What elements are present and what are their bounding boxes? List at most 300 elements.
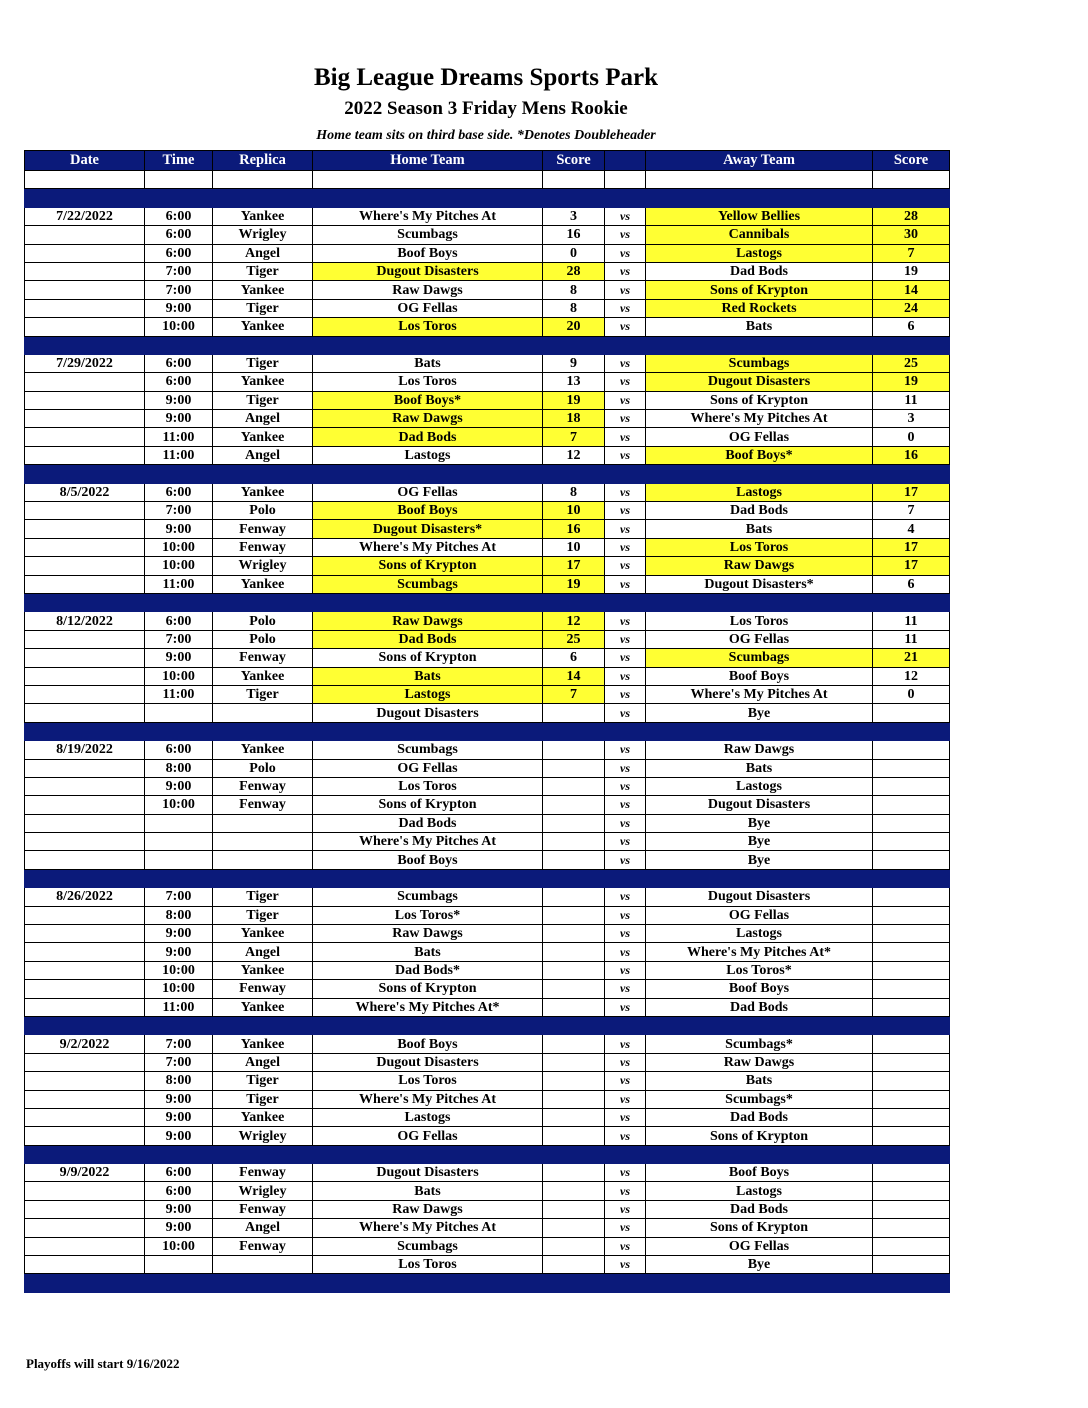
- home-score: 10: [543, 538, 605, 556]
- away-team: Raw Dawgs: [646, 1053, 873, 1071]
- home-score: [543, 1090, 605, 1108]
- vs-label: vs: [605, 685, 646, 703]
- home-score: 16: [543, 226, 605, 244]
- vs-label: vs: [605, 704, 646, 722]
- game-row: [25, 796, 950, 814]
- game-field: Tiger: [213, 906, 313, 924]
- home-score: 8: [543, 281, 605, 299]
- game-time: 7:00: [145, 502, 213, 520]
- game-date: [25, 502, 145, 520]
- game-row: [25, 649, 950, 667]
- home-team: Dad Bods: [313, 814, 543, 832]
- band-cell: [145, 593, 213, 611]
- band-cell: [25, 1016, 145, 1034]
- away-score: [873, 888, 950, 906]
- game-row: [25, 851, 950, 869]
- header-time: Time: [145, 151, 213, 171]
- game-field: [213, 851, 313, 869]
- game-time: 6:00: [145, 483, 213, 501]
- game-field: Polo: [213, 502, 313, 520]
- band-cell: [873, 1274, 950, 1292]
- home-team: Sons of Krypton: [313, 557, 543, 575]
- home-team: Raw Dawgs: [313, 1200, 543, 1218]
- home-score: [543, 777, 605, 795]
- game-time: 6:00: [145, 226, 213, 244]
- game-time: 9:00: [145, 410, 213, 428]
- home-team: Where's My Pitches At: [313, 1090, 543, 1108]
- band-cell: [145, 189, 213, 207]
- vs-label: vs: [605, 814, 646, 832]
- header-away-team: Away Team: [646, 151, 873, 171]
- game-time: 9:00: [145, 391, 213, 409]
- game-date: [25, 391, 145, 409]
- vs-label: vs: [605, 428, 646, 446]
- game-time: 6:00: [145, 244, 213, 262]
- vs-label: vs: [605, 557, 646, 575]
- vs-label: vs: [605, 649, 646, 667]
- away-team: Dugout Disasters: [646, 373, 873, 391]
- home-team: Boof Boys: [313, 1035, 543, 1053]
- home-score: [543, 814, 605, 832]
- home-team: Scumbags: [313, 888, 543, 906]
- vs-label: vs: [605, 1237, 646, 1255]
- away-team: Sons of Krypton: [646, 1219, 873, 1237]
- home-team: Where's My Pitches At: [313, 833, 543, 851]
- home-team: Raw Dawgs: [313, 281, 543, 299]
- game-time: 10:00: [145, 538, 213, 556]
- game-time: 11:00: [145, 446, 213, 464]
- home-score: 12: [543, 612, 605, 630]
- away-score: 11: [873, 391, 950, 409]
- away-team: Boof Boys: [646, 980, 873, 998]
- game-row: [25, 667, 950, 685]
- game-row: [25, 777, 950, 795]
- game-date: [25, 833, 145, 851]
- away-team: Bats: [646, 1072, 873, 1090]
- game-date: [25, 649, 145, 667]
- game-time: 9:00: [145, 299, 213, 317]
- home-team: Where's My Pitches At: [313, 207, 543, 225]
- game-time: 7:00: [145, 1035, 213, 1053]
- home-score: [543, 998, 605, 1016]
- band-cell: [605, 189, 646, 207]
- band-cell: [605, 465, 646, 483]
- vs-label: vs: [605, 925, 646, 943]
- away-team: Los Toros: [646, 538, 873, 556]
- game-row: [25, 262, 950, 280]
- game-date: [25, 685, 145, 703]
- home-score: [543, 906, 605, 924]
- away-team: Los Toros: [646, 612, 873, 630]
- week-separator-band: [25, 869, 950, 887]
- home-score: [543, 1182, 605, 1200]
- game-row: [25, 906, 950, 924]
- game-row: [25, 1108, 950, 1126]
- game-date: 8/5/2022: [25, 483, 145, 501]
- band-cell: [873, 189, 950, 207]
- home-score: 12: [543, 446, 605, 464]
- game-row: [25, 244, 950, 262]
- away-team: Dad Bods: [646, 262, 873, 280]
- schedule-table: [24, 150, 950, 1293]
- game-field: [213, 1256, 313, 1274]
- vs-label: vs: [605, 446, 646, 464]
- home-score: [543, 925, 605, 943]
- game-field: Fenway: [213, 777, 313, 795]
- vs-label: vs: [605, 943, 646, 961]
- game-row: [25, 1200, 950, 1218]
- home-score: 0: [543, 244, 605, 262]
- away-score: 17: [873, 483, 950, 501]
- away-score: 4: [873, 520, 950, 538]
- game-time: 6:00: [145, 741, 213, 759]
- home-team: Dugout Disasters: [313, 1053, 543, 1071]
- away-score: 0: [873, 428, 950, 446]
- band-cell: [646, 465, 873, 483]
- week-separator-band: [25, 1016, 950, 1034]
- band-cell: [646, 593, 873, 611]
- away-team: Bye: [646, 1256, 873, 1274]
- away-score: 14: [873, 281, 950, 299]
- vs-label: vs: [605, 502, 646, 520]
- home-team: OG Fellas: [313, 759, 543, 777]
- game-date: [25, 1072, 145, 1090]
- away-score: [873, 980, 950, 998]
- away-team: Where's My Pitches At: [646, 685, 873, 703]
- game-field: Fenway: [213, 980, 313, 998]
- game-row: [25, 299, 950, 317]
- game-field: Yankee: [213, 373, 313, 391]
- band-cell: [646, 869, 873, 887]
- away-team: Sons of Krypton: [646, 1127, 873, 1145]
- page-title: Big League Dreams Sports Park: [314, 64, 658, 91]
- home-score: [543, 796, 605, 814]
- vs-label: vs: [605, 1108, 646, 1126]
- game-date: 7/29/2022: [25, 354, 145, 372]
- game-row: [25, 814, 950, 832]
- home-team: Scumbags: [313, 1237, 543, 1255]
- game-time: 8:00: [145, 759, 213, 777]
- band-cell: [213, 1274, 313, 1292]
- game-date: [25, 814, 145, 832]
- vs-label: vs: [605, 630, 646, 648]
- game-time: 6:00: [145, 354, 213, 372]
- home-score: 13: [543, 373, 605, 391]
- game-time: 7:00: [145, 262, 213, 280]
- game-row: [25, 833, 950, 851]
- vs-label: vs: [605, 612, 646, 630]
- game-row: [25, 980, 950, 998]
- game-date: [25, 446, 145, 464]
- week-separator-band: [25, 336, 950, 354]
- away-score: [873, 943, 950, 961]
- game-date: [25, 410, 145, 428]
- game-date: 9/9/2022: [25, 1164, 145, 1182]
- game-time: 10:00: [145, 980, 213, 998]
- game-row: [25, 704, 950, 722]
- game-time: 9:00: [145, 1108, 213, 1126]
- band-cell: [213, 593, 313, 611]
- header-home-score: Score: [543, 151, 605, 171]
- home-team: Sons of Krypton: [313, 649, 543, 667]
- band-cell: [543, 1145, 605, 1163]
- game-date: [25, 226, 145, 244]
- game-row: [25, 961, 950, 979]
- home-team: Raw Dawgs: [313, 410, 543, 428]
- game-time: [145, 1256, 213, 1274]
- game-field: Wrigley: [213, 226, 313, 244]
- game-row: [25, 502, 950, 520]
- game-date: [25, 373, 145, 391]
- game-field: Yankee: [213, 741, 313, 759]
- game-field: Yankee: [213, 207, 313, 225]
- band-cell: [213, 722, 313, 740]
- home-score: 7: [543, 428, 605, 446]
- game-time: 9:00: [145, 1219, 213, 1237]
- band-cell: [25, 1145, 145, 1163]
- game-field: Fenway: [213, 520, 313, 538]
- home-score: [543, 1053, 605, 1071]
- band-cell: [145, 1145, 213, 1163]
- game-row: [25, 520, 950, 538]
- game-row: [25, 685, 950, 703]
- away-score: [873, 998, 950, 1016]
- game-date: [25, 667, 145, 685]
- game-date: 8/19/2022: [25, 741, 145, 759]
- vs-label: vs: [605, 667, 646, 685]
- game-field: Fenway: [213, 1200, 313, 1218]
- home-score: 20: [543, 318, 605, 336]
- game-date: [25, 906, 145, 924]
- away-team: OG Fellas: [646, 1237, 873, 1255]
- game-field: Tiger: [213, 391, 313, 409]
- vs-label: vs: [605, 207, 646, 225]
- vs-label: vs: [605, 833, 646, 851]
- home-team: Boof Boys: [313, 502, 543, 520]
- away-score: [873, 704, 950, 722]
- vs-label: vs: [605, 410, 646, 428]
- band-cell: [605, 1145, 646, 1163]
- home-score: [543, 704, 605, 722]
- game-row: [25, 538, 950, 556]
- home-team: Scumbags: [313, 226, 543, 244]
- game-time: 10:00: [145, 318, 213, 336]
- band-cell: [145, 465, 213, 483]
- home-team: Los Toros*: [313, 906, 543, 924]
- schedule-note: Home team sits on third base side. *Denotes Doubleheader: [316, 128, 656, 143]
- game-time: 10:00: [145, 1237, 213, 1255]
- home-team: Los Toros: [313, 373, 543, 391]
- game-date: [25, 998, 145, 1016]
- home-team: Dugout Disasters: [313, 704, 543, 722]
- game-date: [25, 520, 145, 538]
- band-cell: [25, 336, 145, 354]
- home-score: 10: [543, 502, 605, 520]
- game-row: [25, 741, 950, 759]
- band-cell: [543, 1274, 605, 1292]
- vs-label: vs: [605, 1090, 646, 1108]
- away-score: 12: [873, 667, 950, 685]
- band-cell: [313, 336, 543, 354]
- home-team: Boof Boys: [313, 851, 543, 869]
- band-cell: [646, 1016, 873, 1034]
- vs-label: vs: [605, 851, 646, 869]
- game-row: [25, 759, 950, 777]
- header-date: Date: [25, 151, 145, 171]
- playoffs-note: Playoffs will start 9/16/2022: [26, 1356, 180, 1371]
- band-cell: [213, 1016, 313, 1034]
- game-row: [25, 1090, 950, 1108]
- home-score: [543, 1164, 605, 1182]
- home-team: Sons of Krypton: [313, 796, 543, 814]
- home-team: Dad Bods*: [313, 961, 543, 979]
- game-date: [25, 262, 145, 280]
- vs-label: vs: [605, 759, 646, 777]
- game-time: 11:00: [145, 428, 213, 446]
- band-cell: [605, 1274, 646, 1292]
- away-score: [873, 1219, 950, 1237]
- game-row: [25, 1053, 950, 1071]
- game-date: [25, 428, 145, 446]
- home-score: [543, 1127, 605, 1145]
- home-team: OG Fellas: [313, 1127, 543, 1145]
- vs-label: vs: [605, 1072, 646, 1090]
- vs-label: vs: [605, 1164, 646, 1182]
- game-row: [25, 1164, 950, 1182]
- game-field: Polo: [213, 630, 313, 648]
- game-field: Wrigley: [213, 1127, 313, 1145]
- game-field: Yankee: [213, 281, 313, 299]
- band-cell: [543, 593, 605, 611]
- game-field: Tiger: [213, 262, 313, 280]
- game-row: [25, 1219, 950, 1237]
- game-time: [145, 814, 213, 832]
- game-date: [25, 1256, 145, 1274]
- away-score: [873, 1035, 950, 1053]
- game-date: [25, 1237, 145, 1255]
- game-field: Angel: [213, 244, 313, 262]
- vs-label: vs: [605, 575, 646, 593]
- away-score: [873, 741, 950, 759]
- away-score: [873, 925, 950, 943]
- band-cell: [543, 189, 605, 207]
- game-date: [25, 318, 145, 336]
- vs-label: vs: [605, 961, 646, 979]
- band-cell: [25, 189, 145, 207]
- home-team: Boof Boys*: [313, 391, 543, 409]
- game-date: 9/2/2022: [25, 1035, 145, 1053]
- away-score: 17: [873, 557, 950, 575]
- home-team: Lastogs: [313, 446, 543, 464]
- away-score: [873, 1108, 950, 1126]
- game-time: 9:00: [145, 925, 213, 943]
- home-team: OG Fellas: [313, 299, 543, 317]
- home-score: [543, 1108, 605, 1126]
- game-row: [25, 226, 950, 244]
- vs-label: vs: [605, 1200, 646, 1218]
- game-date: 8/12/2022: [25, 612, 145, 630]
- page-subtitle: 2022 Season 3 Friday Mens Rookie: [344, 98, 628, 119]
- game-field: Angel: [213, 1219, 313, 1237]
- game-field: Polo: [213, 759, 313, 777]
- home-score: 8: [543, 483, 605, 501]
- home-score: [543, 1072, 605, 1090]
- away-score: 25: [873, 354, 950, 372]
- game-date: [25, 796, 145, 814]
- band-cell: [543, 1016, 605, 1034]
- away-team: Bats: [646, 759, 873, 777]
- away-team: Bye: [646, 704, 873, 722]
- home-score: 7: [543, 685, 605, 703]
- band-cell: [145, 1016, 213, 1034]
- game-time: 8:00: [145, 1072, 213, 1090]
- game-field: Yankee: [213, 428, 313, 446]
- game-date: [25, 943, 145, 961]
- band-cell: [646, 1145, 873, 1163]
- away-score: 17: [873, 538, 950, 556]
- game-field: Fenway: [213, 1164, 313, 1182]
- away-score: [873, 851, 950, 869]
- band-cell: [145, 869, 213, 887]
- game-date: [25, 777, 145, 795]
- game-field: Fenway: [213, 1237, 313, 1255]
- vs-label: vs: [605, 888, 646, 906]
- vs-label: vs: [605, 741, 646, 759]
- band-cell: [873, 336, 950, 354]
- home-score: [543, 888, 605, 906]
- game-field: Fenway: [213, 796, 313, 814]
- home-score: [543, 980, 605, 998]
- home-team: Dad Bods: [313, 428, 543, 446]
- game-date: [25, 1108, 145, 1126]
- away-score: 7: [873, 502, 950, 520]
- away-score: [873, 833, 950, 851]
- game-date: 8/26/2022: [25, 888, 145, 906]
- away-score: 6: [873, 575, 950, 593]
- home-team: Bats: [313, 354, 543, 372]
- game-time: 11:00: [145, 575, 213, 593]
- game-field: Yankee: [213, 998, 313, 1016]
- table-header-row: [25, 151, 950, 171]
- band-cell: [543, 336, 605, 354]
- week-separator-band: [25, 1145, 950, 1163]
- away-score: 0: [873, 685, 950, 703]
- away-team: Red Rockets: [646, 299, 873, 317]
- game-field: Yankee: [213, 925, 313, 943]
- game-row: [25, 428, 950, 446]
- band-cell: [25, 465, 145, 483]
- game-field: [213, 833, 313, 851]
- band-cell: [313, 869, 543, 887]
- band-cell: [313, 1274, 543, 1292]
- band-cell: [543, 722, 605, 740]
- game-row: [25, 943, 950, 961]
- away-team: Dugout Disasters: [646, 796, 873, 814]
- home-team: Dad Bods: [313, 630, 543, 648]
- game-field: Yankee: [213, 483, 313, 501]
- band-cell: [145, 1274, 213, 1292]
- vs-label: vs: [605, 354, 646, 372]
- band-cell: [646, 1274, 873, 1292]
- vs-label: vs: [605, 373, 646, 391]
- band-cell: [313, 189, 543, 207]
- game-field: Angel: [213, 446, 313, 464]
- game-time: 9:00: [145, 1090, 213, 1108]
- game-row: [25, 373, 950, 391]
- vs-label: vs: [605, 1053, 646, 1071]
- band-cell: [313, 1016, 543, 1034]
- home-team: Los Toros: [313, 777, 543, 795]
